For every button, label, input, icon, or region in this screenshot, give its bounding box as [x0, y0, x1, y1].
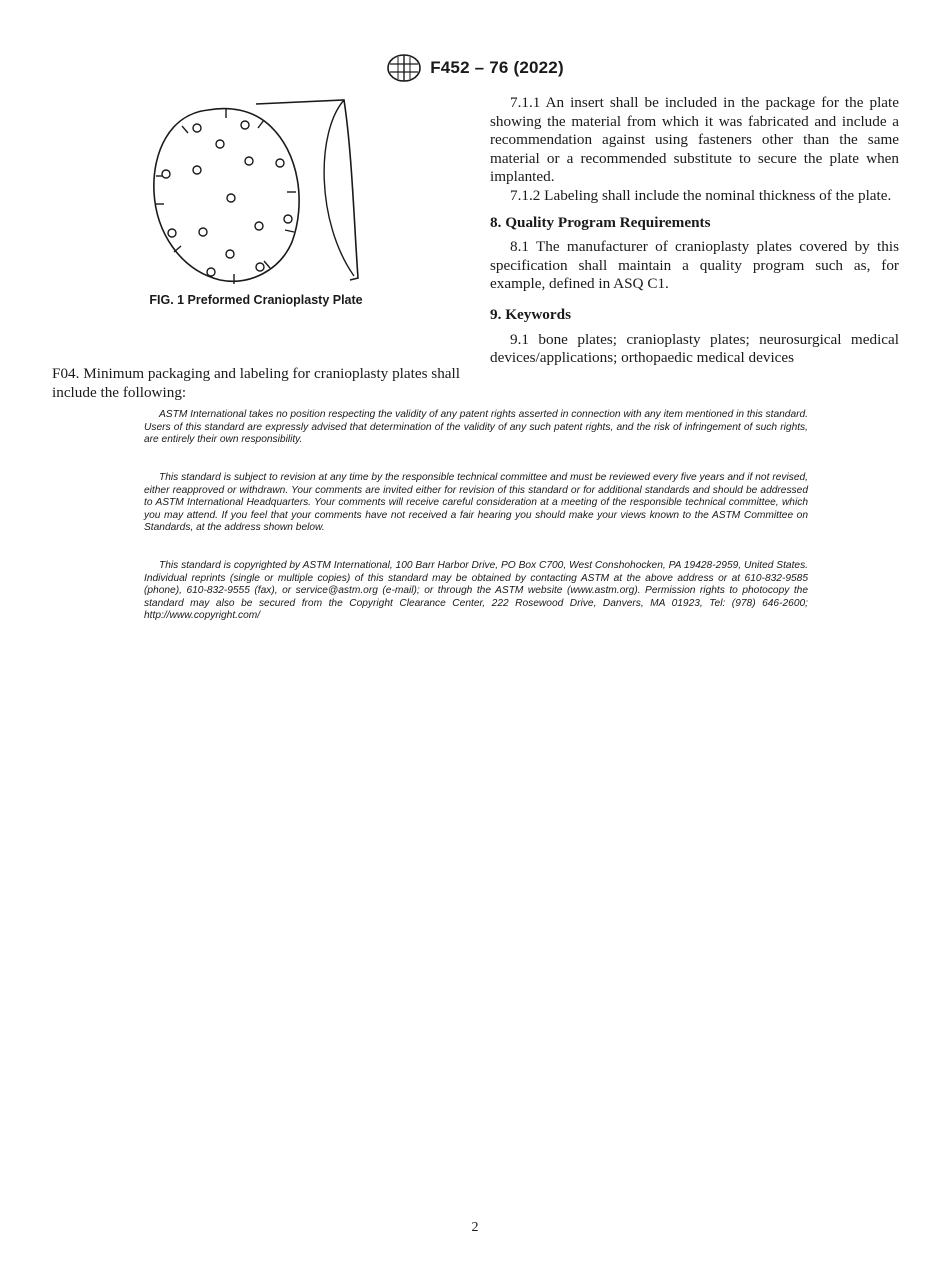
- section-9-1: 9.1 bone plates; cranioplasty plates; neurosurgical medical devices/applications; orthopaedic medical devices: [490, 330, 899, 367]
- packaging-paragraph: F04. Minimum packaging and labeling for cranioplasty plates shall include the following:: [52, 365, 460, 401]
- revision-notice: This standard is subject to revision at any time by the responsible technical committee and must be reviewed every five years and if not revised, either reapproved or withdrawn. Your comments are invited either for revision of this standard or for additional standards and should be addressed to ASTM International Headquarters. Your comments will receive careful consideration at a meeting of the responsible technical committee, which you may attend. If you feel that your comments have not received a fair hearing you should make your views known to the ASTM Committee on Standards, at the address shown below.: [144, 472, 808, 533]
- section-9-heading: 9. Keywords: [490, 305, 571, 323]
- document-designation: F452 – 76 (2022): [430, 58, 564, 77]
- section-8-heading: 8. Quality Program Requirements: [490, 213, 711, 231]
- figure-caption: FIG. 1 Preformed Cranioplasty Plate: [149, 293, 363, 307]
- section-7-1-1: 7.1.1 An insert shall be included in the package for the plate showing the material from which it was fabricated and include a recommendation against using fasteners other than the same material or a recommended substitute to secure the plate when implanted.: [490, 94, 899, 186]
- section-8-1: 8.1 The manufacturer of cranioplasty plates covered by this specification shall maintain a quality program such as, for example, defined in ASQ C1.: [490, 238, 899, 293]
- page-number: 2: [471, 1220, 479, 1235]
- patent-notice: ASTM International takes no position respecting the validity of any patent rights asserted in connection with any item mentioned in this standard. Users of this standard are expressly advised that determination of the validity of any such patent rights, and the risk of infringement of such rights, are entirely their own responsibility.: [144, 409, 808, 445]
- section-7-1-2: 7.1.2 Labeling shall include the nominal thickness of the plate.: [510, 186, 892, 204]
- cranioplasty-plate-figure: [140, 92, 380, 292]
- right-column: [490, 94, 899, 368]
- page-header: [0, 52, 950, 84]
- astm-logo-icon: [386, 53, 422, 83]
- copyright-notice: This standard is copyrighted by ASTM International, 100 Barr Harbor Drive, PO Box C700, West Conshohocken, PA 19428-2959, United States. Individual reprints (single or multiple copies) of this standard may be obtained by contacting ASTM at the above address or at 610-832-9585 (phone), 610-832-9555 (fax), or service@astm.org (e-mail); or through the ASTM website (www.astm.org). Permission rights to photocopy the standard may also be secured from the Copyright Clearance Center, 222 Rosewood Drive, Danvers, MA 01923, Tel: (978) 646-2600; http://www.copyright.com/: [144, 560, 808, 621]
